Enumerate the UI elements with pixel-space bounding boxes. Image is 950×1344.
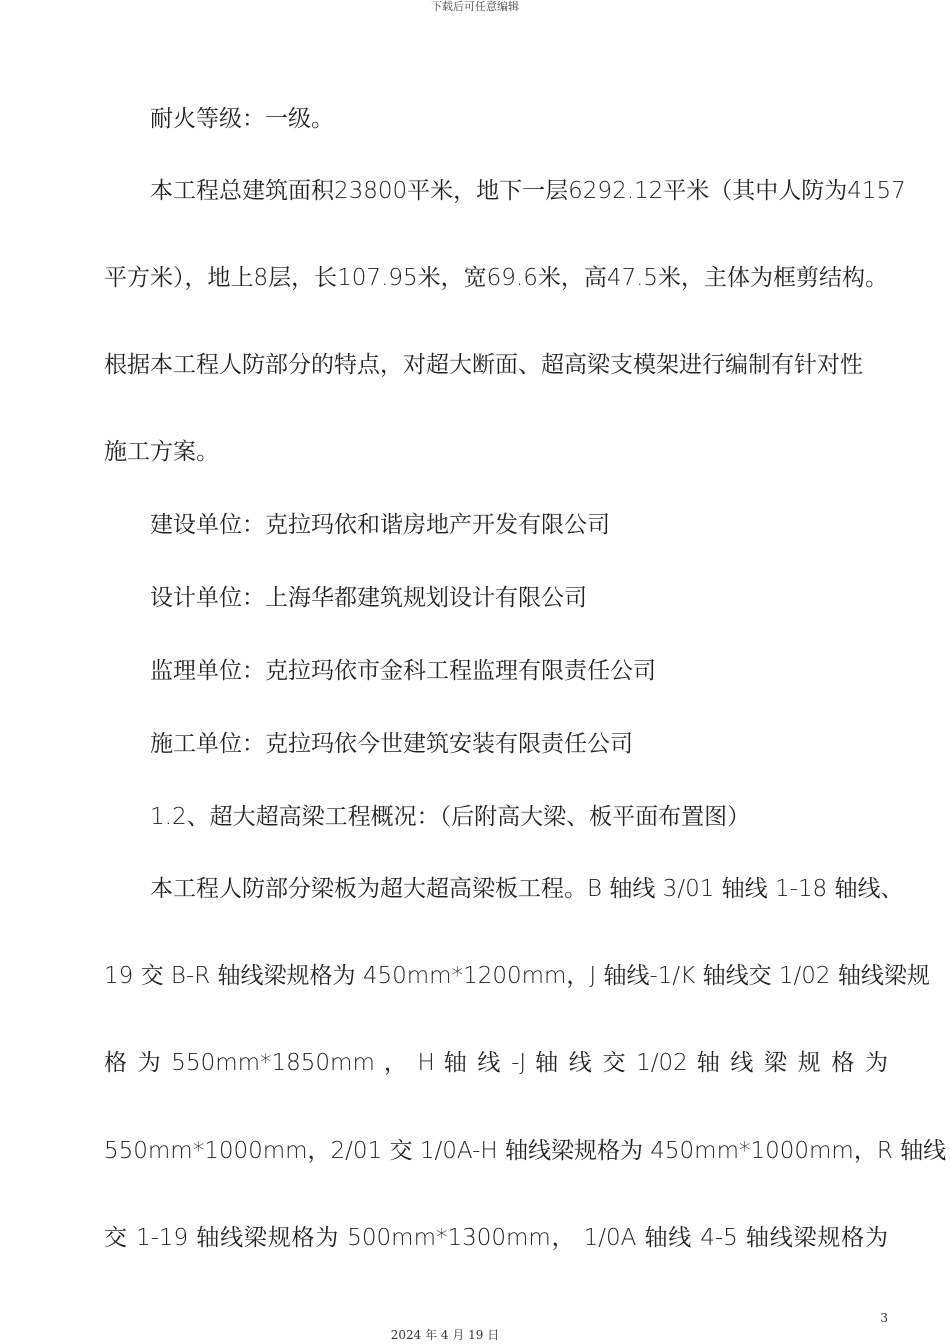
paragraph-line: 19 交 B-R 轴线梁规格为 450mm*1200mm，J 轴线-1/K 轴线交 1/02 轴线梁规	[104, 963, 930, 989]
page-header: 下载后可任意编辑	[431, 0, 519, 13]
paragraph-line: 格 为 550mm*1850mm ， H 轴 线 -J 轴 线 交 1/02 轴 线 梁 规 格 为	[104, 1050, 888, 1076]
footer-date: 2024 年 4 月 19 日	[390, 1328, 500, 1342]
paragraph-line: 施工单位：克拉玛依今世建筑安装有限责任公司	[150, 731, 633, 757]
paragraph-line: 平方米），地上8层，长107.95米，宽69.6米，高47.5米，主体为框剪结构。	[104, 265, 889, 291]
paragraph-line: 施工方案。	[104, 439, 219, 465]
page-number: 3	[880, 1311, 888, 1325]
paragraph-line: 本工程总建筑面积23800平米，地下一层6292.12平米（其中人防为4157	[150, 178, 906, 204]
paragraph-line: 交 1-19 轴线梁规格为 500mm*1300mm， 1/0A 轴线 4-5 轴线梁规格为	[104, 1225, 888, 1251]
paragraph-line: 550mm*1000mm，2/01 交 1/0A-H 轴线梁规格为 450mm*1000mm，R 轴线	[104, 1138, 947, 1164]
paragraph-line: 建设单位：克拉玛依和谐房地产开发有限公司	[150, 512, 610, 538]
paragraph-line: 耐火等级：一级。	[150, 106, 334, 132]
paragraph-line: 设计单位：上海华都建筑规划设计有限公司	[150, 585, 587, 611]
paragraph-line: 根据本工程人防部分的特点，对超大断面、超高梁支模架进行编制有针对性	[104, 352, 863, 378]
paragraph-line: 监理单位：克拉玛依市金科工程监理有限责任公司	[150, 658, 656, 684]
paragraph-line: 1.2、超大超高梁工程概况：（后附高大梁、板平面布置图）	[150, 804, 751, 830]
paragraph-line: 本工程人防部分梁板为超大超高梁板工程。B 轴线 3/01 轴线 1-18 轴线、	[150, 876, 904, 902]
